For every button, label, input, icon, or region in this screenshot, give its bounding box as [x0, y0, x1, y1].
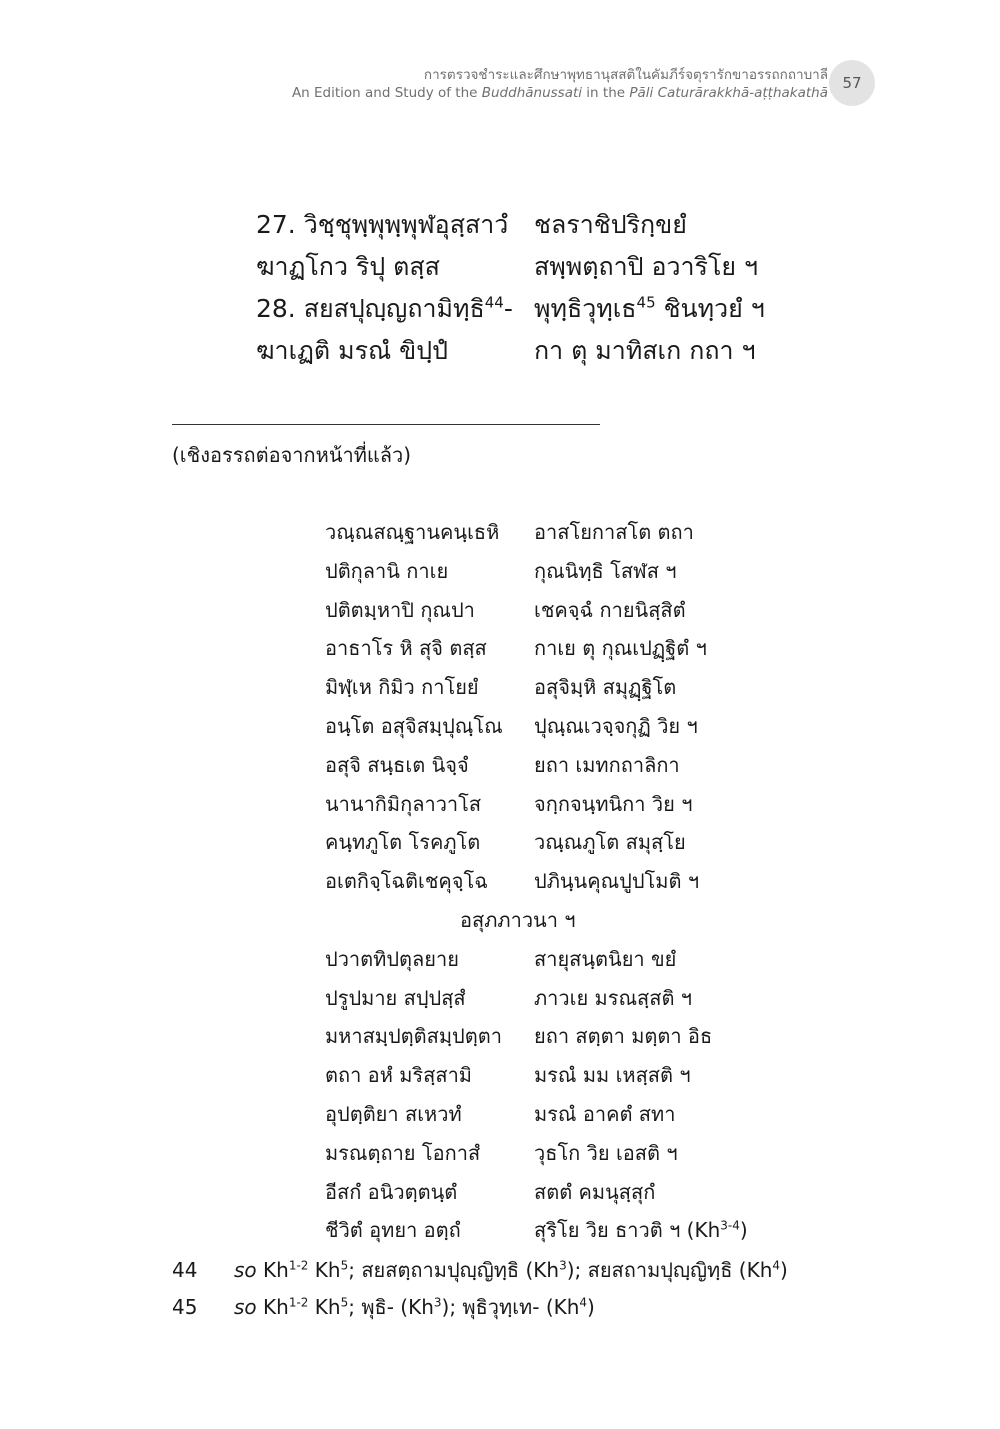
footnote-ref-44[interactable]: 44	[484, 293, 504, 312]
section-label: อสุภภาวนา ฯ	[460, 907, 576, 932]
verse-first-half: ปติตมฺหาปิ กุณปา	[325, 597, 475, 622]
header-eng-prefix: An Edition and Study of the	[291, 85, 482, 101]
verse-first-half: คนฺทภูโต โรคภูโต	[325, 830, 481, 855]
verse-first-half: อนฺโต อสุจิสมฺปุณฺโณ	[325, 713, 503, 738]
sigla-superscript: 3	[559, 1258, 567, 1273]
verse-second-half	[534, 1098, 675, 1130]
verse-second-half	[534, 555, 677, 587]
footnote-body	[234, 1255, 788, 1285]
verse-second-half-text: ยถา สตฺตา มตฺตา อิธ	[534, 1024, 713, 1049]
verse-second-half	[534, 710, 698, 742]
sigla-superscript: 5	[340, 1258, 349, 1273]
verse-second-half-text: มรณํ อาคตํ สทา	[534, 1101, 676, 1126]
verse-second-half	[534, 749, 680, 781]
footnote-so-italic: so	[234, 1295, 257, 1319]
verse-28-d: กา ตุ มาทิสเก กถา ฯ	[534, 336, 756, 365]
verse-27-c: ฆาฏโกว ริปุ ตสฺส	[256, 252, 440, 281]
verse-first-half: มหาสมฺปตฺติสมฺปตฺตา	[325, 1024, 502, 1049]
footnote-text: ); สยสถามปุญฺญิทฺธิ (Kh	[566, 1258, 773, 1282]
verse-second-half	[534, 516, 694, 548]
footnote-body	[234, 1292, 595, 1322]
footnote-text: Kh	[256, 1258, 289, 1282]
verse-28-a	[256, 290, 513, 328]
verse-second-half-text: ปภินฺนคุณปูปโมติ ฯ	[534, 869, 700, 894]
verse-first-half: วณฺณสณฺฐานคนฺเธหิ	[325, 520, 500, 544]
page-number: 57	[829, 60, 875, 106]
verse-second-half	[534, 1137, 678, 1169]
verse-27-a: 27. วิชฺชุพฺพุพฺพุฬอุสฺสาวํ	[256, 210, 509, 239]
verse-second-half-text: จกฺกจนฺทนิกา วิย ฯ	[534, 791, 693, 816]
footnote-text: ; สยสตฺถามปุญฺญิทฺธิ (Kh	[348, 1258, 560, 1282]
verse-second-half-text: เชคจฺฉํ กายนิสฺสิตํ	[534, 597, 686, 622]
verse-28-b-tail: ชินทฺวยํ ฯ	[655, 294, 765, 323]
verse-first-half: นานากิมิกุลาวาโส	[325, 791, 482, 816]
footnote-text: ; พุธิ- (Kh	[348, 1295, 434, 1319]
verse-first-half: ปรูปมาย สปฺปสฺสํ	[325, 985, 466, 1010]
sigla-superscript: 3	[433, 1295, 442, 1310]
header-english-title	[292, 84, 828, 102]
verse-second-half-text: ยถา เมทกถาลิกา	[534, 752, 680, 777]
verse-second-half-text: กุณนิทฺธิ โสฬส ฯ	[534, 558, 677, 583]
verse-second-half-text: สุริโย วิย ธาวติ ฯ (Kh	[534, 1218, 721, 1243]
verse-second-half-text: วณฺณภูโต สมุสฺโย	[534, 830, 686, 855]
footnote-separator	[172, 424, 600, 425]
verse-second-half-text: มรณํ มม เหสฺสติ ฯ	[534, 1063, 691, 1088]
footnote-text: Kh	[308, 1258, 341, 1282]
footnote-number: 44	[172, 1258, 198, 1282]
verse-second-half	[534, 1214, 748, 1246]
verse-first-half: ปติกุลานิ กาเย	[325, 558, 449, 583]
footnote-ref-45[interactable]: 45	[636, 293, 656, 312]
verse-second-half	[534, 594, 686, 626]
verse-second-half-text: กาเย ตุ กุณเปฏฺฐิตํ ฯ	[534, 636, 707, 661]
verse-second-half-tail: )	[739, 1218, 748, 1243]
header-eng-middle: in the	[582, 85, 630, 101]
verse-second-half	[534, 671, 676, 703]
verse-first-half: มิฬฺเห กิมิว กาโยยํ	[325, 675, 479, 700]
verse-first-half: อเตกิจฺโฉติเชคุจฺโฉ	[325, 869, 488, 894]
verse-28-a-text: 28. สยสปุญฺญถามิทฺธิ	[256, 294, 485, 323]
verse-first-half: ตถา อหํ มริสฺสามิ	[325, 1063, 472, 1088]
verse-second-half	[534, 632, 707, 664]
sigla-superscript: 1-2	[288, 1258, 309, 1273]
continuation-note: (เชิงอรรถต่อจากหน้าที่แล้ว)	[172, 443, 412, 467]
footnote-text: )	[780, 1258, 788, 1282]
sigla-superscript: 4	[772, 1258, 781, 1273]
manuscript-sigla-sup: 3-4	[720, 1218, 740, 1233]
footnote-text: Kh	[308, 1295, 341, 1319]
verse-28-c: ฆาเฏติ มรณํ ขิปฺปํ	[256, 336, 448, 365]
verse-second-half-text: สตตํ คมนุสฺสุกํ	[534, 1179, 656, 1204]
verse-second-half	[534, 788, 692, 820]
verse-first-half: ชีวิตํ อุทยา อตฺถํ	[325, 1218, 461, 1243]
verse-first-half: ปวาตทิปตุลยาย	[325, 946, 459, 971]
verse-second-half-text: สายุสนฺตนิยา ขยํ	[534, 946, 677, 971]
verse-28-b-text: พุทฺธิวุทฺเธ	[534, 294, 637, 323]
verse-second-half-text: ปุณฺณเวจฺจกุฏิ วิย ฯ	[534, 713, 698, 738]
verse-27-b: ชลราชิปริกฺขยํ	[534, 210, 687, 239]
verse-second-half	[534, 1176, 655, 1208]
verse-second-half	[534, 826, 686, 858]
sigla-superscript: 5	[340, 1295, 349, 1310]
header-thai-title: การตรวจชำระและศึกษาพุทธานุสสติในคัมภีร์จตุรารักขาอรรถกถาบาลี	[423, 67, 828, 83]
footnote-number: 45	[172, 1295, 198, 1319]
verse-first-half: อีสกํ อนิวตฺตนฺตํ	[325, 1179, 458, 1204]
footnote-so-italic: so	[234, 1258, 257, 1282]
header-eng-italic-2: Pāli Caturārakkhā-aṭṭhakathā	[629, 85, 828, 101]
verse-second-half-text: ภาวเย มรณสฺสติ ฯ	[534, 985, 693, 1010]
verse-28-b	[534, 290, 765, 328]
verse-first-half: มรณตฺถาย โอกาสํ	[325, 1140, 481, 1165]
verse-first-half: อุปตฺติยา สเหวทํ	[325, 1101, 462, 1126]
verse-second-half	[534, 1020, 712, 1052]
verse-first-half: อสุจิ สนฺธเต นิจฺจํ	[325, 752, 469, 777]
verse-28-a-tail: -	[503, 294, 513, 323]
verse-second-half	[534, 943, 676, 975]
header-eng-italic-1: Buddhānussati	[481, 85, 583, 101]
verse-second-half-text: อสุจิมฺหิ สมุฏฺฐิโต	[534, 675, 677, 700]
verse-second-half	[534, 982, 692, 1014]
running-header	[292, 66, 828, 102]
verse-second-half-text: วุธโก วิย เอสติ ฯ	[534, 1140, 678, 1165]
verse-second-half-text: อาสโยกาสโต ตถา	[534, 520, 694, 544]
footnote-text: Kh	[256, 1295, 289, 1319]
sigla-superscript: 1-2	[288, 1295, 309, 1310]
verse-first-half: อาธาโร หิ สุจิ ตสฺส	[325, 636, 487, 661]
verse-second-half	[534, 1059, 691, 1091]
footnote-text: ); พุธิวุทฺเท- (Kh	[441, 1295, 580, 1319]
verse-second-half	[534, 865, 699, 897]
sigla-superscript: 4	[579, 1295, 588, 1310]
verse-27-d: สพฺพตฺถาปิ อวาริโย ฯ	[534, 252, 759, 281]
footnote-text: )	[587, 1295, 595, 1319]
